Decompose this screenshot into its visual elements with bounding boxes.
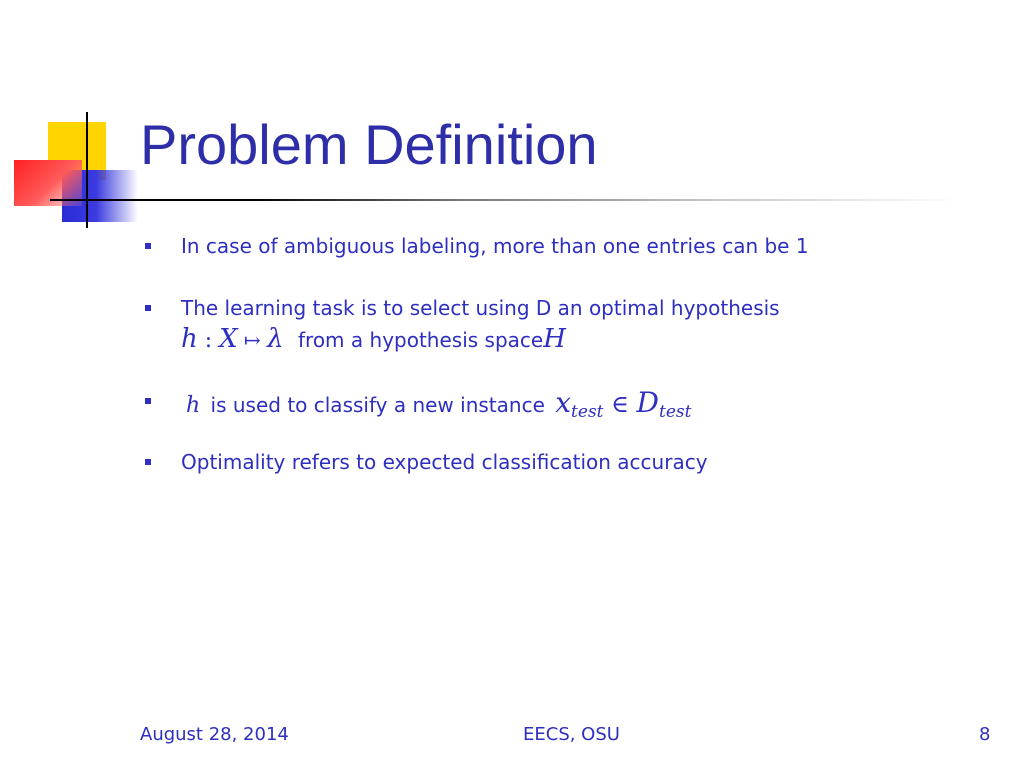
bullet-2-formula-line [181,324,566,354]
slide-title: Problem Definition [140,113,598,176]
formula-element-of: ∈ [603,390,637,418]
footer-organization: EECS, OSU [523,724,620,745]
formula-x-subscript: test [571,402,604,422]
formula-d-subscript: test [658,402,692,422]
bullet-marker [145,459,151,465]
formula-x: X [219,324,238,354]
formula-x-test: x [555,386,572,419]
formula-maps-to: ↦ [237,328,268,352]
bullet-1-text: In case of ambiguous labeling, more than one entries can be 1 [181,234,809,258]
bullet-2-text: The learning task is to select using D an optimal hypothesis [181,296,780,320]
decor-vertical-line [86,112,88,228]
formula-d-test: D [636,386,659,419]
bullet-4-text: Optimality refers to expected classification accuracy [181,450,708,474]
bullet-marker [145,243,151,249]
bullet-marker [145,398,151,404]
formula-h: h [181,324,198,354]
bullet-marker [145,305,151,311]
bullet-3-line [186,386,691,422]
title-underline [50,199,960,201]
classifier-symbol: h [186,393,201,418]
formula-colon: : [197,328,220,353]
footer-date: August 28, 2014 [140,724,289,745]
hypothesis-space-symbol: H [543,324,566,354]
formula-lambda: λ [267,324,284,354]
bullet-2-continuation: from a hypothesis space [298,328,544,352]
footer-page-number: 8 [979,724,991,745]
bullet-3-text: is used to classify a new instance [210,393,545,417]
test-instance-formula [555,386,692,422]
